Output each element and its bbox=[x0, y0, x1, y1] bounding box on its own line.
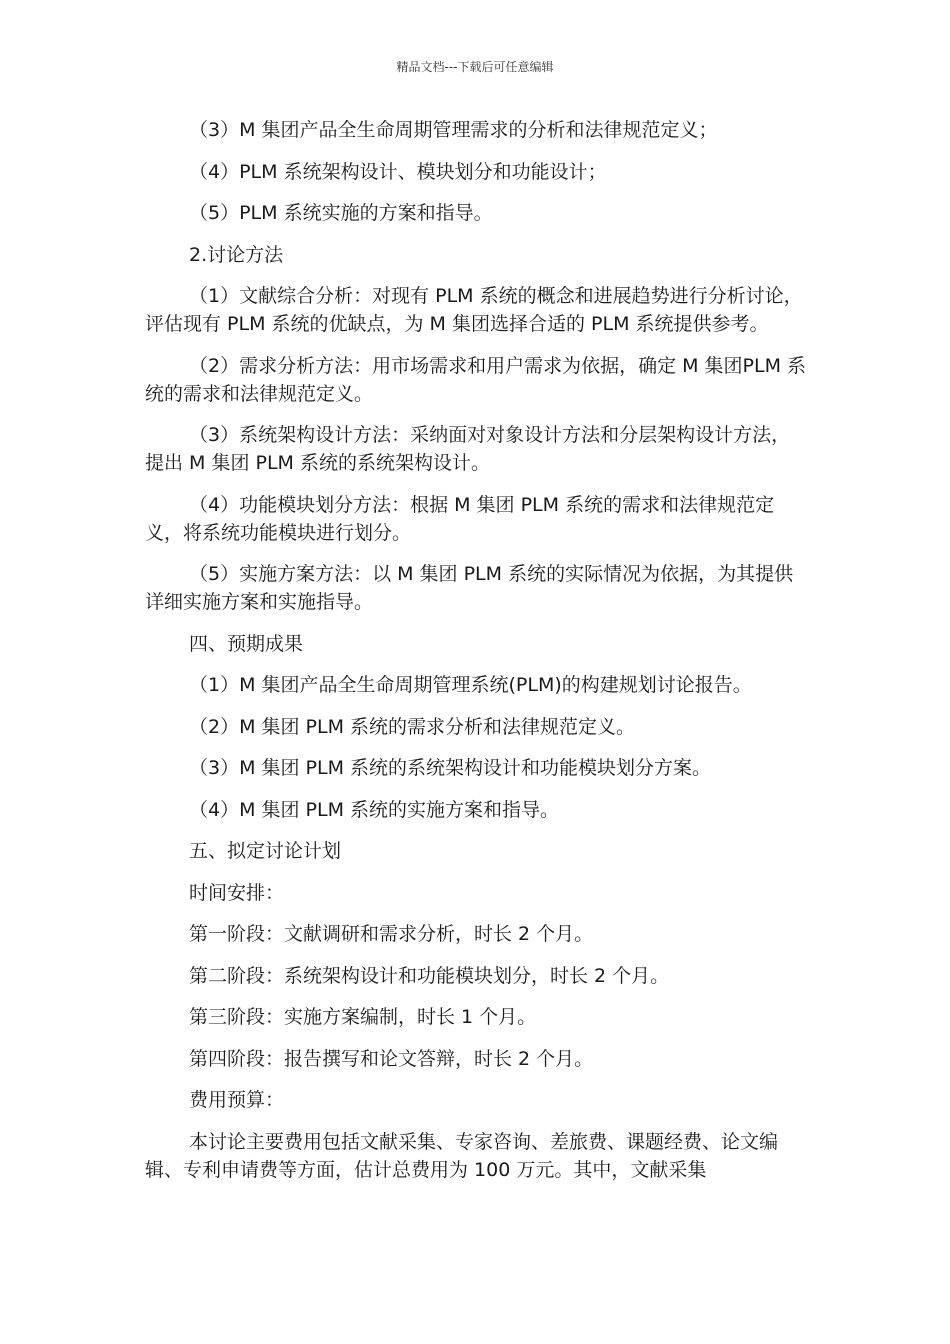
schedule-phase-1: 第一阶段：文献调研和需求分析，时长 2 个月。 bbox=[189, 923, 594, 945]
method-paragraph-2: （2）需求分析方法：用市场需求和用户需求为依据，确定 M 集团PLM 系统的需求和法律规范定义。 bbox=[145, 354, 807, 405]
method-paragraph-5: （5）实施方案方法：以 M 集团 PLM 系统的实际情况为依据，为其提供详细实施方案和实施指导。 bbox=[145, 563, 794, 613]
method-paragraph-3: （3）系统架构设计方法：采纳面对对象设计方法和分层架构设计方法，提出 M 集团 PLM 系统的系统架构设计。 bbox=[145, 424, 791, 474]
document-body bbox=[145, 116, 807, 1184]
section-heading-results: 四、预期成果 bbox=[189, 632, 304, 655]
schedule-phase-3: 第三阶段：实施方案编制，时长 1 个月。 bbox=[189, 1006, 537, 1028]
result-item-3: （3）M 集团 PLM 系统的系统架构设计和功能模块划分方案。 bbox=[189, 757, 712, 779]
schedule-phase-2: 第二阶段：系统架构设计和功能模块划分，时长 2 个月。 bbox=[189, 964, 670, 987]
method-paragraph-1: （1）文献综合分析：对现有 PLM 系统的概念和进展趋势进行分析讨论，评估现有 PLM 系统的优缺点，为 M 集团选择合适的 PLM 系统提供参考。 bbox=[145, 285, 803, 335]
result-item-2: （2）M 集团 PLM 系统的需求分析和法律规范定义。 bbox=[189, 715, 636, 738]
schedule-phase-4: 第四阶段：报告撰写和论文答辩，时长 2 个月。 bbox=[189, 1047, 594, 1070]
result-item-1: （1）M 集团产品全生命周期管理系统(PLM)的构建规划讨论报告。 bbox=[189, 674, 752, 696]
goal-item-5: （5）PLM 系统实施的方案和指导。 bbox=[189, 202, 493, 224]
budget-paragraph: 本讨论主要费用包括文献采集、专家咨询、差旅费、课题经费、论文编辑、专利申请费等方面，估计总费用为 100 万元。其中，文献采集 bbox=[145, 1130, 779, 1181]
section-heading-plan: 五、拟定讨论计划 bbox=[189, 840, 342, 862]
method-paragraph-4: （4）功能模块划分方法：根据 M 集团 PLM 系统的需求和法律规范定义，将系统功能模块进行划分。 bbox=[145, 493, 775, 544]
goal-item-4: （4）PLM 系统架构设计、模块划分和功能设计； bbox=[189, 160, 607, 183]
section-heading-methods: 2.讨论方法 bbox=[189, 243, 284, 266]
budget-label: 费用预算： bbox=[189, 1089, 285, 1111]
schedule-label: 时间安排： bbox=[189, 881, 285, 904]
page-header: 精品文档---下载后可任意编辑 bbox=[396, 60, 554, 74]
result-item-4: （4）M 集团 PLM 系统的实施方案和指导。 bbox=[189, 798, 560, 821]
goal-item-3: （3）M 集团产品全生命周期管理需求的分析和法律规范定义； bbox=[189, 119, 718, 141]
